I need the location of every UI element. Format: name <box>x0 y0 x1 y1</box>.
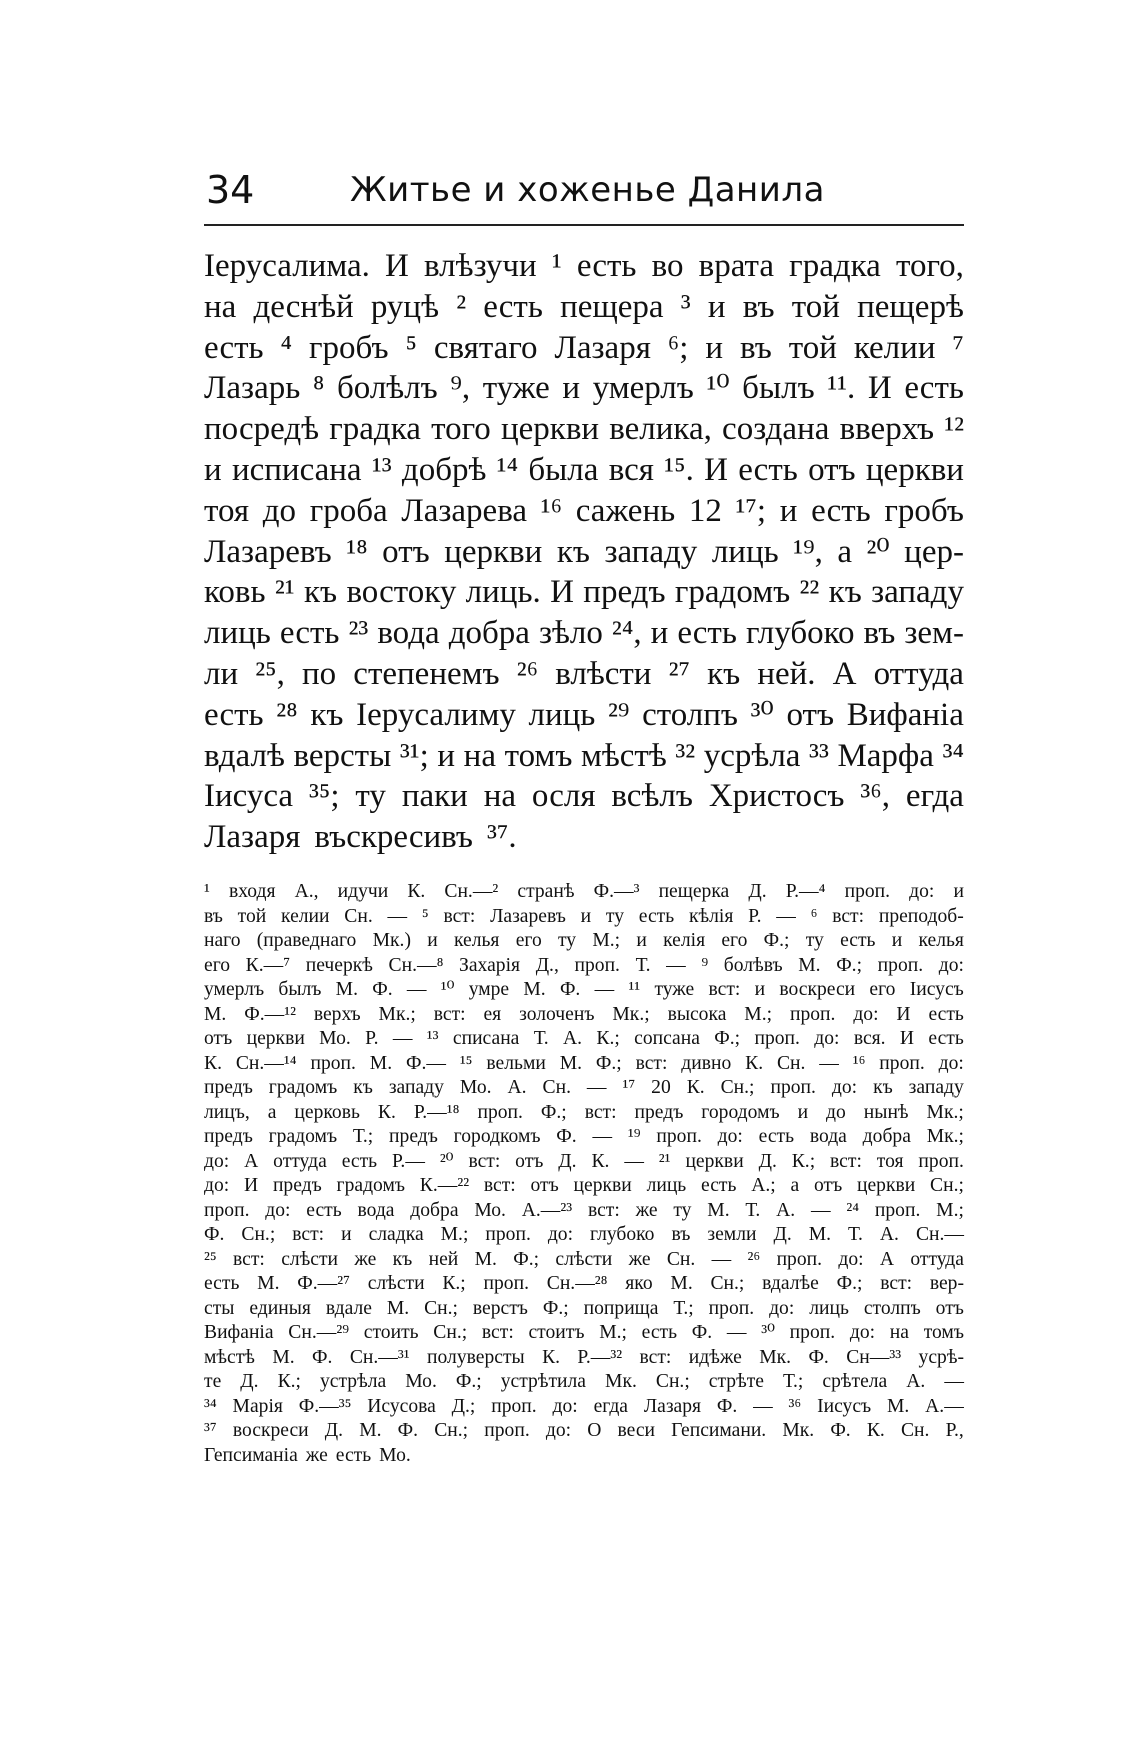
footnote-line: до: А оттуда есть Р.— ²⁰ вст: отъ Д. К. — ²¹ церкви Д. К.; вст: тоя проп. <box>204 1150 964 1172</box>
text-line: тоя до гроба Лазарева ¹⁶ сажень 12 ¹⁷; и есть гробъ <box>204 492 964 529</box>
footnote-line: Гепсиманіа же есть Мо. <box>204 1444 411 1466</box>
footnotes <box>204 880 964 1468</box>
text-line: лиць есть ²³ вода добра зѣло ²⁴, и есть глубоко въ зем- <box>204 615 964 652</box>
text-line: Іерусалима. И влѣзучи ¹ есть во врата градка того, <box>204 248 964 284</box>
text-line: есть ²⁸ къ Іерусалиму лиць ²⁹ столпъ ³⁰ отъ Вифаніа <box>204 696 964 733</box>
footnote-line: въ той келии Сн. — ⁵ вст: Лазаревъ и ту есть кѣлія Р. — ⁶ вст: преподоб- <box>204 905 964 927</box>
footnote-line: до: И предъ градомъ К.—²² вст: отъ церкви лиць есть А.; а отъ церкви Сн.; <box>204 1175 964 1196</box>
footnote-line: лицъ, а церковь К. Р.—¹⁸ проп. Ф.; вст: предъ городомъ и до нынѣ Мк.; <box>204 1101 964 1123</box>
footnote-line: проп. до: есть вода добра Мо. А.—²³ вст: же ту М. Т. А. — ²⁴ проп. М.; <box>204 1199 964 1221</box>
footnote-line: его К.—⁷ печеркѣ Сн.—⁸ Захарія Д., проп. Т. — ⁹ болѣвъ М. Ф.; проп. до: <box>204 954 964 976</box>
footnote-line: ¹ входя А., идучи К. Сн.—² странѣ Ф.—³ пещерка Д. Р.—⁴ проп. до: и <box>204 881 964 902</box>
footnote-line: ²⁵ вст: слѣсти же къ ней М. Ф.; слѣсти же Сн. — ²⁶ проп. до: А оттуда <box>204 1248 964 1270</box>
footnote-line: Вифаніа Сн.—²⁹ стоить Сн.; вст: стоитъ М.; есть Ф. — ³⁰ проп. до: на томъ <box>204 1322 964 1343</box>
footnote-line: Ф. Сн.; вст: и сладка М.; проп. до: глубоко въ земли Д. М. Т. А. Сн.— <box>204 1224 964 1245</box>
footnote-line: предъ градомъ Т.; предъ городкомъ Ф. — ¹⁹ проп. до: есть вода добра Мк.; <box>204 1126 964 1147</box>
footnote-line: ³⁴ Марія Ф.—³⁵ Исусова Д.; проп. до: егда Лазаря Ф. — ³⁶ Іисусъ М. А.— <box>204 1395 964 1417</box>
footnote-line: предъ градомъ къ западу Мо. А. Сн. — ¹⁷ 20 К. Сн.; проп. до: къ западу <box>204 1077 964 1098</box>
text-line: на деснѣй руцѣ ² есть пещера ³ и въ той пещерѣ <box>204 288 964 325</box>
footnote-line: те Д. К.; устрѣла Мо. Ф.; устрѣтила Мк. Сн.; стрѣте Т.; срѣтела А. — <box>204 1371 964 1392</box>
footnote-line: ³⁷ воскреси Д. М. Ф. Сн.; проп. до: О веси Гепсимани. Мк. Ф. К. Сн. Р., <box>204 1420 964 1441</box>
footnote-line: умерлъ былъ М. Ф. — ¹⁰ умре М. Ф. — ¹¹ туже вст: и воскреси его Іисусъ <box>204 979 964 1000</box>
text-line: есть ⁴ гробъ ⁵ святаго Лазаря ⁶; и въ той келии ⁷ <box>204 329 964 366</box>
running-title: Житье и хоженье Данила <box>350 170 825 210</box>
text-line: Лазаревъ ¹⁸ отъ церкви къ западу лиць ¹⁹, а ²⁰ цер- <box>204 533 964 570</box>
text-line: ли ²⁵, по степенемъ ²⁶ влѣсти ²⁷ къ ней. А оттуда <box>204 655 964 692</box>
text-line: ковь ²¹ къ востоку лиць. И предъ градомъ ²² къ западу <box>204 574 964 611</box>
text-line: посредѣ градка того церкви велика, создана вверхъ ¹² <box>204 411 964 448</box>
footnote-line: есть М. Ф.—²⁷ слѣсти К.; проп. Сн.—²⁸ яко М. Сн.; вдалѣе Ф.; вст: вер- <box>204 1273 964 1294</box>
footnote-line: мѣстѣ М. Ф. Сн.—³¹ полуверсты К. Р.—³² вст: идѣже Мк. Ф. Сн—³³ усрѣ- <box>204 1346 964 1368</box>
text-line: Лазаря въскресивъ ³⁷. <box>204 819 517 856</box>
footnote-line: отъ церкви Мо. Р. — ¹³ списана Т. А. К.; сопсана Ф.; проп. до: вся. И есть <box>204 1028 964 1049</box>
page-number: 34 <box>206 168 255 212</box>
footnote-line: наго (праведнаго Мк.) и келья его ту М.; и келія его Ф.; ту есть и келья <box>204 930 964 951</box>
text-line: Лазарь ⁸ болѣлъ ⁹, туже и умерлъ ¹⁰ былъ ¹¹. И есть <box>204 370 964 407</box>
page-header <box>204 168 964 226</box>
footnote-line: сты единыя вдале М. Сн.; верстъ Ф.; поприща Т.; проп. до: лиць столпъ отъ <box>204 1297 964 1319</box>
main-text <box>204 246 964 858</box>
footnote-line: М. Ф.—¹² верхъ Мк.; вст: ея золоченъ Мк.; высока М.; проп. до: И есть <box>204 1003 964 1025</box>
footnote-line: К. Сн.—¹⁴ проп. М. Ф.— ¹⁵ вельми М. Ф.; вст: дивно К. Сн. — ¹⁶ проп. до: <box>204 1052 964 1074</box>
text-line: и исписана ¹³ добрѣ ¹⁴ была вся ¹⁵. И есть отъ церкви <box>204 451 964 488</box>
text-line: Іисуса ³⁵; ту паки на осля всѣлъ Христосъ ³⁶, егда <box>204 778 964 815</box>
text-line: вдалѣ версты ³¹; и на томъ мѣстѣ ³² усрѣла ³³ Марфа ³⁴ <box>204 737 964 774</box>
